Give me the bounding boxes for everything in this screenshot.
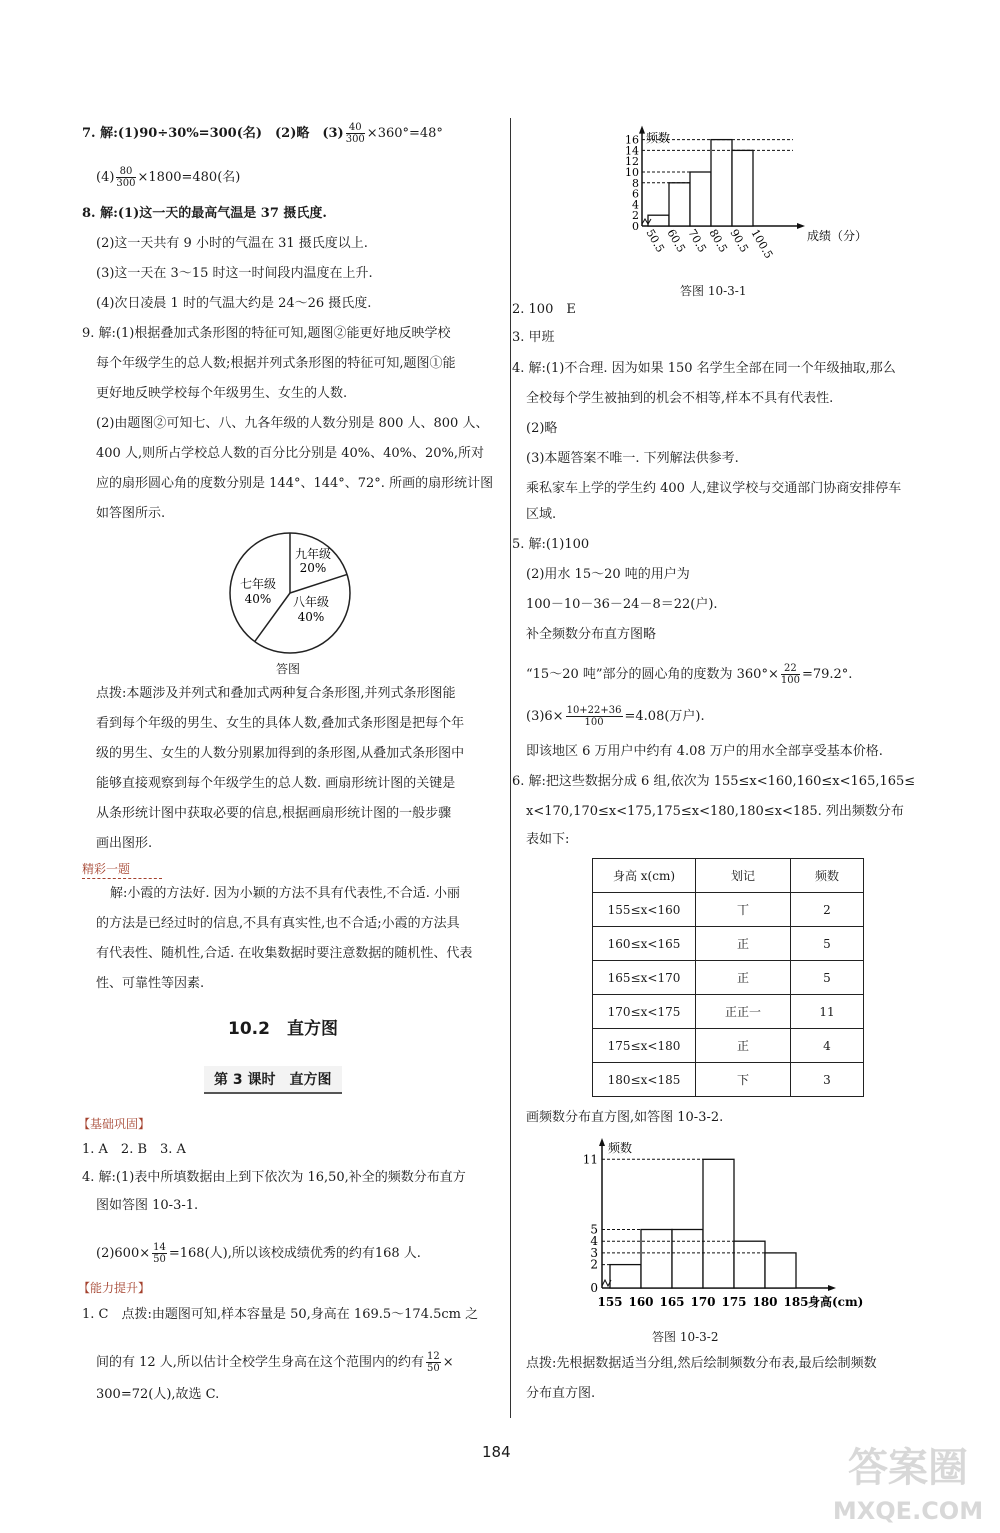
histogram-bar [703, 1159, 734, 1288]
answer-r2: 2. 100 E [512, 302, 576, 317]
histogram-bar [648, 215, 669, 226]
x-tick-label: 50.5 [643, 227, 667, 255]
y-tick-label: 3 [590, 1245, 598, 1260]
fraction: $\frac{40}{300}$ [345, 122, 365, 145]
y-axis-arrow [599, 1138, 605, 1146]
y-tick-label: 2 [590, 1257, 598, 1272]
x-tick-label: 90.5 [727, 227, 751, 255]
table-row [593, 961, 864, 995]
table-header: 划记 [696, 859, 791, 893]
answer-r4-1: 4. 解:(1)不合理. 因为如果 150 名学生全部在同一个年级抽取,那么 [512, 361, 896, 376]
fraction: $\frac{80}{300}$ [116, 166, 136, 189]
x-tick-label: 160 [628, 1295, 654, 1309]
y-tick-label: 4 [590, 1234, 598, 1249]
answer-r5-2: (2)用水 15～20 吨的用户为 [526, 567, 690, 582]
answer-q9-2: 每个年级学生的总人数;根据并列式条形图的特征可知,题图①能 [96, 356, 456, 371]
table-row [593, 995, 864, 1029]
table-cell: 170≤x<175 [593, 995, 696, 1029]
pie-label-grade9: 九年级 [294, 547, 332, 561]
y-tick-label: 2 [632, 209, 639, 223]
fraction: $\frac{12}{50}$ [426, 1351, 440, 1374]
answer-q9-3: 更好地反映学校每个年级男生、女生的人数. [96, 386, 348, 401]
table-row [593, 1063, 864, 1097]
table-cell: 180≤x<185 [593, 1063, 696, 1097]
histogram-bar [734, 1241, 765, 1288]
table-cell: 175≤x<180 [593, 1029, 696, 1063]
table-cell: 正 [696, 961, 791, 995]
jingcai-line-4: 性、可靠性等因素. [96, 976, 205, 991]
answer-q9-1: 9. 解:(1)根据叠加式条形图的特征可知,题图②能更好地反映学校 [82, 326, 451, 341]
answer-r3: 3. 甲班 [512, 330, 555, 345]
y-tick-label: 12 [625, 155, 639, 169]
answer-r5-4: 补全频数分布直方图略 [526, 627, 657, 642]
answer-q7-4: (4) $\frac{80}{300}$ ×1800=480(名) [96, 166, 241, 189]
histogram-bar [672, 1230, 703, 1289]
table-cell: 正 [696, 1029, 791, 1063]
answer-r6-2: x<170,170≤x<175,175≤x<180,180≤x<185. 列出频数分布 [526, 804, 904, 819]
x-axis-arrow [828, 1285, 836, 1291]
histogram-bar [610, 1265, 641, 1288]
x-tick-label: 170 [690, 1295, 716, 1309]
histogram-scores [600, 128, 868, 268]
table-row [593, 1029, 864, 1063]
answer-q4-1: 4. 解:(1)表中所填数据由上到下依次为 16,50,补全的频数分布直方 [82, 1170, 466, 1185]
answer-q9-4: (2)由题图②可知七、八、九各年级的人数分别是 800 人、800 人、 [96, 416, 489, 431]
table-row [593, 927, 864, 961]
answer-r4-6: 区域. [526, 507, 557, 522]
y-tick-label: 4 [632, 198, 639, 212]
nengli-line-1: 1. C 点拨:由题图可知,样本容量是 50,身高在 169.5～174.5cm 之 [82, 1307, 479, 1322]
histogram-bar [690, 172, 711, 226]
histogram-bar [641, 1230, 672, 1289]
answer-q8-3: (3)这一天在 3～15 时这一时间段内温度在上升. [96, 266, 373, 281]
answer-r5-6: (3)6× $\frac{10+22+36}{100}$ =4.08(万户). [526, 705, 705, 728]
histogram-bar [711, 140, 732, 226]
pie-value-grade8: 40% [297, 610, 325, 624]
y-tick-label: 11 [582, 1152, 598, 1167]
table-cell: 正正一 [696, 995, 791, 1029]
x-tick-label: 80.5 [706, 227, 730, 255]
y-tick-label: 16 [625, 133, 639, 147]
table-header: 身高 x(cm) [593, 859, 696, 893]
answer-r5-5: “15～20 吨”部分的圆心角的度数为 360°× $\frac{22}{100}$ =79.2°. [526, 663, 853, 686]
table-cell: 155≤x<160 [593, 893, 696, 927]
histogram-bar [765, 1253, 796, 1288]
table-cell: 下 [696, 1063, 791, 1097]
table-cell: 5 [791, 927, 864, 961]
answer-q8-1: 8. 解:(1)这一天的最高气温是 37 摄氏度. [82, 206, 327, 221]
y-tick-label: 8 [632, 176, 639, 190]
jingcai-rule [82, 878, 162, 879]
nengli-line-3: 300=72(人),故选 C. [96, 1387, 220, 1402]
hist1-caption: 答图 10-3-1 [680, 284, 747, 298]
answer-q7: 7. 解:(1)90÷30%=300(名) (2)略 (3) $\frac{40}{300}$ ×360°=48° [82, 122, 443, 145]
x-tick-label: 185 [783, 1295, 809, 1309]
x-axis-label: 成绩（分） [807, 229, 868, 243]
table-cell: 160≤x<165 [593, 927, 696, 961]
answer-r5-1: 5. 解:(1)100 [512, 537, 590, 552]
answer-r6-1: 6. 解:把这些数据分成 6 组,依次为 155≤x<160,160≤x<165,165≤ [512, 774, 916, 789]
jichu-answers: 1. A 2. B 3. A [82, 1142, 186, 1157]
answer-q8-4: (4)次日凌晨 1 时的气温大约是 24～26 摄氏度. [96, 296, 372, 311]
tip-r-line-1: 点拨:先根据数据适当分组,然后绘制频数分布表,最后绘制频数 [526, 1356, 877, 1371]
y-tick-label: 6 [632, 187, 639, 201]
answer-r6-4: 画频数分布直方图,如答图 10-3-2. [526, 1110, 724, 1125]
table-cell: 丅 [696, 893, 791, 927]
page-number: 184 [482, 1443, 511, 1461]
x-axis-label: 身高(cm) [808, 1295, 864, 1309]
frequency-table [592, 858, 864, 1097]
jingcai-line-1: 解:小霞的方法好. 因为小颖的方法不具有代表性,不合适. 小丽 [110, 886, 461, 901]
svg-text:MXQE.COM: MXQE.COM [832, 1497, 984, 1525]
table-cell: 5 [791, 961, 864, 995]
y-tick-label: 14 [625, 144, 639, 158]
tip-line-3: 级的男生、女生的人数分别累加得到的条形图,从叠加式条形图中 [96, 746, 465, 761]
svg-text:答案圈: 答案圈 [848, 1445, 968, 1491]
x-tick-label: 175 [721, 1295, 747, 1309]
answer-r5-3: 100－10－36－24－8＝22(户). [526, 597, 718, 612]
hist2-caption: 答图 10-3-2 [652, 1330, 719, 1344]
table-header-row [593, 859, 864, 893]
answer-r4-5: 乘私家车上学的学生约 400 人,建议学校与交通部门协商安排停车 [526, 481, 902, 496]
histogram-bar [669, 183, 690, 226]
answer-r4-2: 全校每个学生被抽到的机会不相等,样本不具有代表性. [526, 391, 834, 406]
y-tick-label: 5 [590, 1222, 598, 1237]
answer-r4-4: (3)本题答案不唯一. 下列解法供参考. [526, 451, 739, 466]
nengli-line-2: 间的有 12 人,所以估计全校学生身高在这个范围内的约有 $\frac{12}{50}$ × [96, 1351, 454, 1374]
tip-line-2: 看到每个年级的男生、女生的具体人数,叠加式条形图是把每个年 [96, 716, 465, 731]
x-tick-label: 155 [597, 1295, 623, 1309]
watermark-logo [822, 1435, 994, 1527]
answer-r5-7: 即该地区 6 万用户中约有 4.08 万户的用水全部享受基本价格. [526, 744, 883, 759]
answer-q8-2: (2)这一天共有 9 小时的气温在 31 摄氏度以上. [96, 236, 368, 251]
jingcai-heading: 精彩一题 [82, 862, 131, 876]
answer-q9-7: 如答图所示. [96, 506, 166, 521]
column-divider [510, 118, 511, 1418]
table-row [593, 893, 864, 927]
tip-line-6: 画出图形. [96, 836, 153, 851]
tip-r-line-2: 分布直方图. [526, 1386, 596, 1401]
x-tick-label: 60.5 [664, 227, 688, 255]
answer-q4-2: 图如答图 10-3-1. [96, 1198, 199, 1213]
section-title: 10.2 直方图 [228, 1019, 338, 1039]
table-cell: 165≤x<170 [593, 961, 696, 995]
pie-value-grade7: 40% [244, 592, 272, 606]
table-cell: 3 [791, 1063, 864, 1097]
x-tick-label: 100.5 [748, 227, 776, 261]
table-cell: 4 [791, 1029, 864, 1063]
table-cell: 正 [696, 927, 791, 961]
answer-q9-6: 应的扇形圆心角的度数分别是 144°、144°、72°. 所画的扇形统计图 [96, 476, 494, 491]
answer-q4-3: (2)600× $\frac{14}{50}$ =168(人),所以该校成绩优秀的约有168 人. [96, 1242, 421, 1265]
y-axis-label: 频数 [646, 131, 671, 145]
histogram-bar [732, 150, 753, 226]
x-axis-arrow [797, 223, 805, 229]
table-cell: 2 [791, 893, 864, 927]
jingcai-line-3: 有代表性、随机性,合适. 在收集数据时要注意数据的随机性、代表 [96, 946, 473, 961]
table-header: 频数 [791, 859, 864, 893]
y-axis-arrow [639, 126, 645, 134]
tip-line-5: 从条形统计图中获取必要的信息,根据画扇形统计图的一般步骤 [96, 806, 452, 821]
pie-chart [225, 528, 355, 658]
jingcai-line-2: 的方法是已经过时的信息,不具有真实性,也不合适;小霞的方法具 [96, 916, 460, 931]
x-tick-label: 180 [752, 1295, 778, 1309]
answer-q9-5: 400 人,则所占学校总人数的百分比分别是 40%、40%、20%,所对 [96, 446, 485, 461]
tip-line-4: 能够直接观察到每个年级学生的总人数. 画扇形统计图的关键是 [96, 776, 456, 791]
pie-value-grade9: 20% [299, 561, 327, 575]
nengli-heading: 【能力提升】 [78, 1281, 151, 1295]
y-tick-label: 0 [632, 220, 639, 233]
pie-label-grade7: 七年级 [239, 577, 277, 591]
pie-label-grade8: 八年级 [292, 595, 330, 609]
tip-line-1: 点拨:本题涉及并列式和叠加式两种复合条形图,并列式条形图能 [96, 686, 456, 701]
fraction: $\frac{22}{100}$ [780, 663, 800, 686]
fraction: $\frac{14}{50}$ [153, 1242, 166, 1265]
x-tick-label: 70.5 [685, 227, 709, 255]
y-tick-label: 10 [625, 166, 639, 179]
lesson-title: 第 3 课时 直方图 [204, 1066, 342, 1094]
x-tick-label: 165 [659, 1295, 685, 1309]
histogram-heights [568, 1138, 878, 1314]
y-axis-label: 频数 [608, 1141, 633, 1155]
y-tick-label: 0 [590, 1281, 598, 1295]
answer-r6-3: 表如下: [526, 832, 570, 847]
table-cell: 11 [791, 995, 864, 1029]
pie-caption: 答图 [276, 662, 301, 676]
answer-r4-3: (2)略 [526, 421, 558, 436]
jichu-heading: 【基础巩固】 [78, 1117, 151, 1131]
fraction: $\frac{10+22+36}{100}$ [566, 705, 622, 728]
